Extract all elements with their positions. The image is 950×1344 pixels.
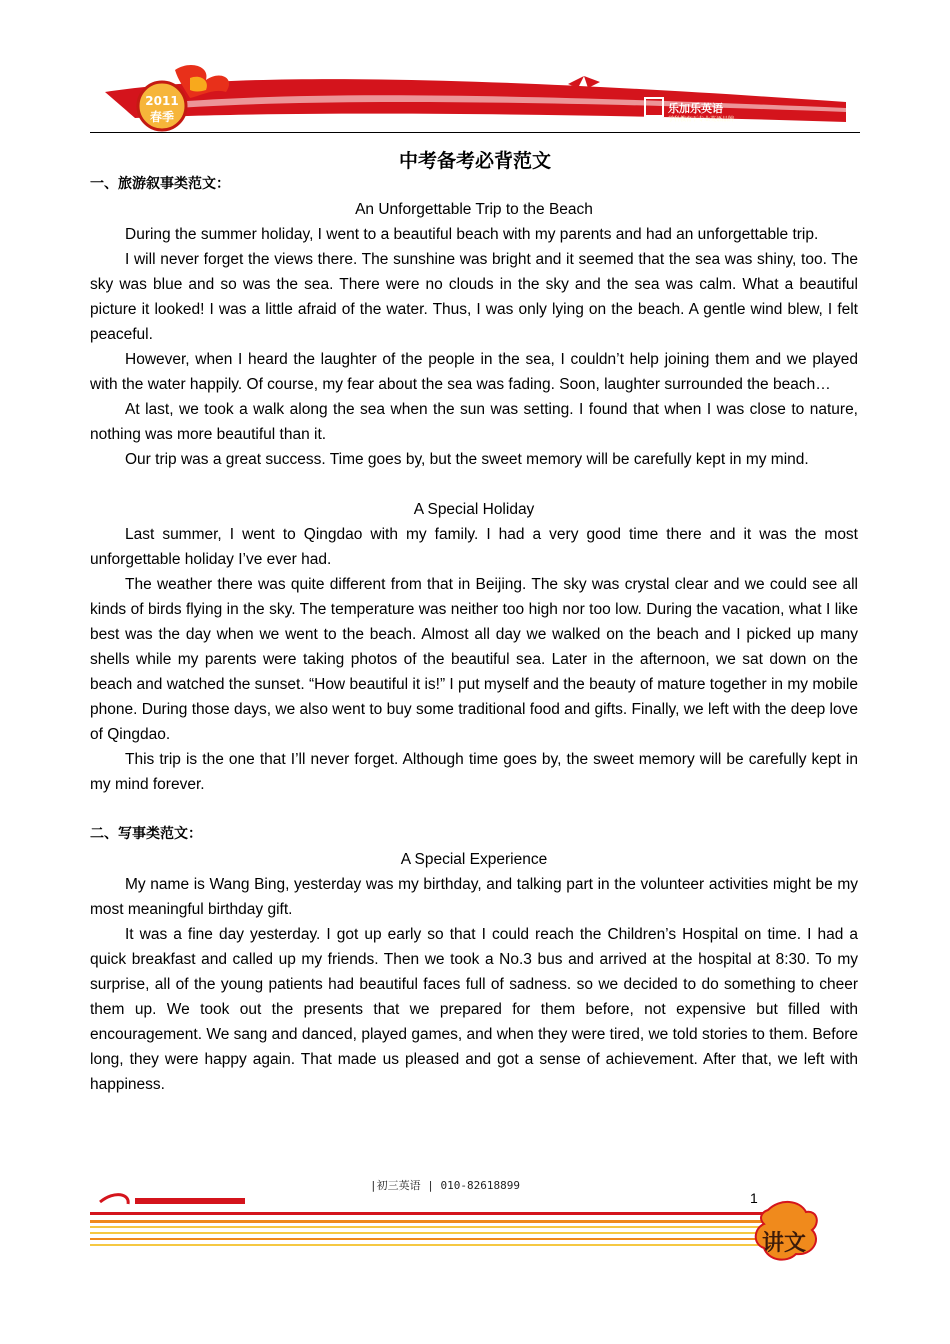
brand-name: 乐加乐英语 — [668, 102, 723, 115]
essay-title: A Special Experience — [400, 851, 548, 868]
essay-title: A Special Holiday — [413, 501, 535, 518]
essay-paragraph: I will never forget the views there. The sunshine was bright and it seemed that the sea was shiny, too. The sky was blue and so was the sea. There were no clouds in the sky and the sea was calm. What a beautiful picture it looked! I was a little afraid of the water. Thus, I was only lying on the beach. A gentle wind blew, I felt peaceful. — [90, 251, 858, 343]
document-body — [90, 172, 858, 1097]
spacer — [90, 472, 858, 497]
header-banner — [0, 0, 950, 140]
essay-paragraph: At last, we took a walk along the sea when the sun was setting. I found that when I was close to nature, nothing was more beautiful than it. — [90, 401, 858, 443]
essay-paragraph: Our trip was a great success. Time goes by, but the sweet memory will be carefully kept in my mind. — [125, 451, 809, 468]
essay-paragraph: The weather there was quite different from that in Beijing. The sky was crystal clear and we could see all kinds of birds flying in the sky. The temperature was neither too high nor too low. During the vacation, what I like best was the day when we went to the beach. Almost all day we walked on the beach and I picked up many shells while my parents were taking photos of the beautiful sea. Later in the afternoon, we sat down on the beach and watched the sunset. “How beautiful it is!” I put myself and the beauty of mature together in my mobile phone. During those days, we also went to buy some traditional food and gifts. Finally, we left with the deep love of Qingdao. — [90, 576, 858, 743]
lecture-seal-label: 讲文 — [762, 1231, 807, 1256]
essay-paragraph: However, when I heard the laughter of the people in the sea, I couldn’t help joining them and we played with the water happily. Of course, my fear about the sea was fading. Soon, laughter surrounded the beach… — [90, 351, 858, 393]
essay-paragraph: Last summer, I went to Qingdao with my family. I had a very good time there and it was the most unforgettable holiday I’ve ever had. — [90, 526, 858, 568]
header-divider — [90, 132, 860, 133]
footer-course-label: |初三英语 | 010-82618899 — [370, 1179, 520, 1192]
essay-paragraph: It was a fine day yesterday. I got up early so that I could reach the Children’s Hospital on time. I had a quick breakfast and called up my friends. Then we took a No.3 bus and arrived at the hospital at 8:30. To my surprise, all of the young patients had beautiful faces full of sadness. so we decided to do something to cheer them up. We took out the presents that we prepared for them before, not expensive but filled with encouragement. We sang and danced, played games, and when they were tired, we told stories to them. Before long, they were happy again. That made us pleased and got a sense of achievement. After that, we left with happiness. — [90, 926, 858, 1093]
footer-stripes — [0, 1190, 950, 1280]
essay-paragraph: My name is Wang Bing, yesterday was my birthday, and talking part in the volunteer activities might be my most meaningful birthday gift. — [90, 876, 858, 918]
page-number: 1 — [750, 1190, 758, 1206]
footer-stripes-art — [0, 1190, 950, 1280]
brand-tagline: 学科教育下专业英语品牌 — [668, 116, 735, 123]
spacer — [90, 797, 858, 822]
page-title: 中考备考必背范文 — [398, 150, 551, 172]
section-heading-travel: 一、旅游叙事类范文： — [90, 176, 230, 192]
essay-title: An Unforgettable Trip to the Beach — [355, 201, 593, 218]
badge-year: 2011 — [145, 94, 179, 108]
essay-paragraph: This trip is the one that I’ll never forget. Although time goes by, the sweet memory will be carefully kept in my mind forever. — [90, 751, 858, 793]
badge-season: 春季 — [149, 110, 174, 124]
section-heading-events: 二、写事类范文： — [90, 826, 202, 842]
essay-paragraph: During the summer holiday, I went to a beautiful beach with my parents and had an unforgettable trip. — [125, 226, 819, 243]
